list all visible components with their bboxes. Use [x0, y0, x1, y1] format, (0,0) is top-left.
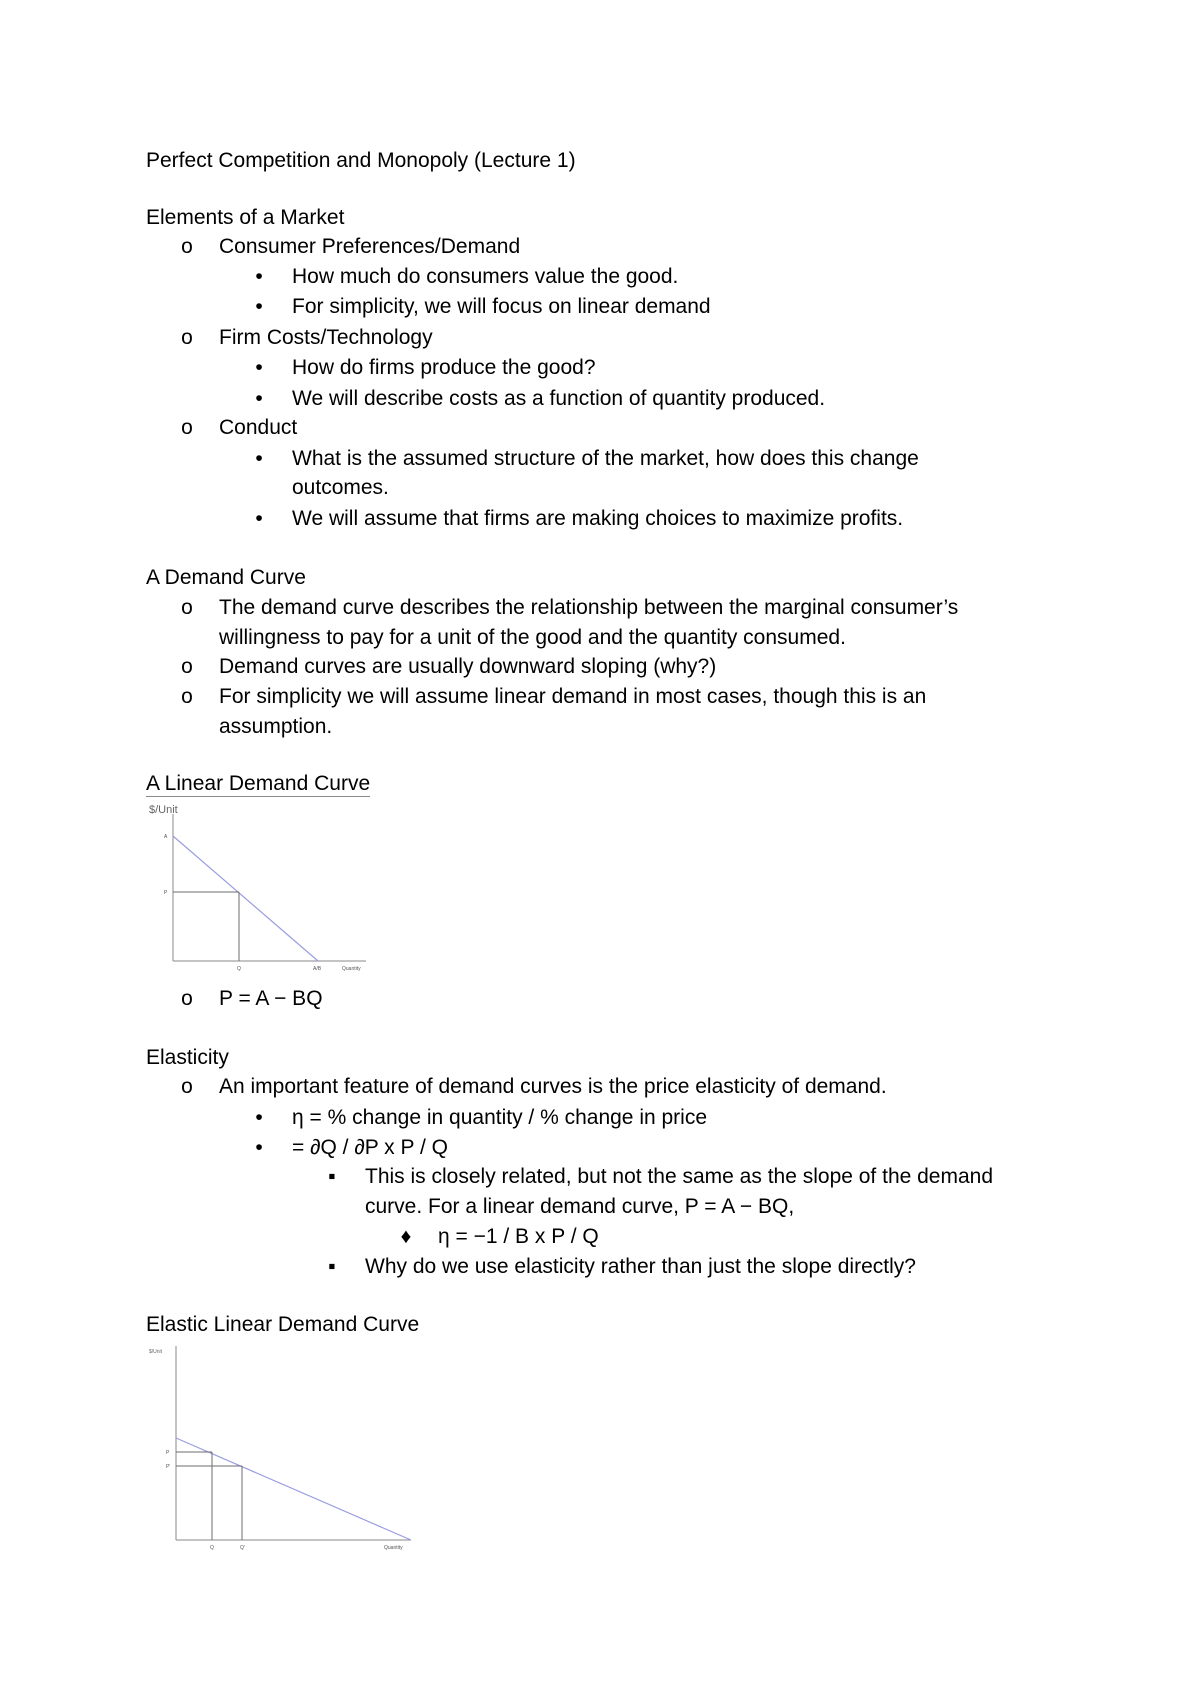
bullet-dot: •	[255, 356, 263, 379]
bullet-circle: o	[181, 416, 193, 439]
list-item: For simplicity we will assume linear demand in most cases, though this is an	[219, 685, 927, 708]
bullet-circle: o	[181, 655, 193, 678]
list-item: Consumer Preferences/Demand	[219, 235, 521, 258]
section-heading-market: Elements of a Market	[146, 206, 345, 229]
bullet-circle: o	[181, 685, 193, 708]
list-item: We will assume that firms are making choices to maximize profits.	[292, 507, 904, 530]
list-item: Firm Costs/Technology	[219, 326, 433, 349]
x-axis-label: Quantity	[342, 966, 361, 972]
bullet-square: ▪	[328, 1255, 336, 1278]
list-item: What is the assumed structure of the market, how does this change	[292, 447, 919, 470]
bullet-dot: •	[255, 387, 263, 410]
y-axis-label: $/Unit	[149, 1349, 163, 1355]
quantity-label-1: Q	[210, 1545, 214, 1551]
quantity-label-2: Q'	[240, 1545, 245, 1551]
list-item: η = −1 / B x P / Q	[438, 1225, 599, 1248]
bullet-diamond: ♦	[400, 1225, 412, 1248]
bullet-circle: o	[181, 596, 193, 619]
demand-line	[173, 836, 318, 961]
list-item: = ∂Q / ∂P x P / Q	[292, 1136, 448, 1159]
linear-demand-figure	[146, 804, 376, 984]
elastic-demand-figure	[146, 1342, 426, 1552]
section-heading-elasticity: Elasticity	[146, 1046, 229, 1069]
bullet-circle: o	[181, 987, 193, 1010]
section-heading-demand: A Demand Curve	[146, 566, 306, 589]
list-item-continuation: assumption.	[219, 715, 333, 738]
page-title: Perfect Competition and Monopoly (Lecture 1)	[146, 149, 576, 172]
bullet-circle: o	[181, 1075, 193, 1098]
x-axis-label: Quantity	[384, 1545, 403, 1551]
bullet-circle: o	[181, 235, 193, 258]
list-item: Demand curves are usually downward sloping (why?)	[219, 655, 717, 678]
list-item-continuation: curve. For a linear demand curve, P = A − BQ,	[365, 1195, 795, 1218]
intercept-label: A	[164, 834, 168, 840]
bullet-dot: •	[255, 295, 263, 318]
bullet-circle: o	[181, 326, 193, 349]
bullet-dot: •	[255, 265, 263, 288]
list-item: This is closely related, but not the same as the slope of the demand	[365, 1165, 994, 1188]
section-heading-linear	[146, 769, 370, 799]
list-item: Conduct	[219, 416, 298, 439]
bullet-dot: •	[255, 1136, 263, 1159]
price-label-2: P'	[166, 1464, 171, 1470]
list-item-continuation: outcomes.	[292, 476, 389, 499]
list-item: An important feature of demand curves is the price elasticity of demand.	[219, 1075, 887, 1098]
list-item: We will describe costs as a function of quantity produced.	[292, 387, 826, 410]
bullet-square: ▪	[328, 1165, 336, 1188]
y-axis-label: $/Unit	[149, 804, 178, 816]
demand-formula: P = A − BQ	[219, 987, 323, 1010]
section-heading-elastic: Elastic Linear Demand Curve	[146, 1313, 420, 1336]
x-intercept-label: A/B	[313, 966, 322, 972]
list-item: The demand curve describes the relationship between the marginal consumer’s	[219, 596, 959, 619]
demand-line	[176, 1438, 411, 1540]
bullet-dot: •	[255, 447, 263, 470]
heading-text: A Linear Demand Curve	[146, 772, 371, 795]
bullet-dot: •	[255, 1106, 263, 1129]
list-item: For simplicity, we will focus on linear demand	[292, 295, 711, 318]
list-item: Why do we use elasticity rather than just the slope directly?	[365, 1255, 916, 1278]
price-label-1: P	[166, 1450, 170, 1456]
list-item-continuation: willingness to pay for a unit of the good and the quantity consumed.	[219, 626, 846, 649]
list-item: How much do consumers value the good.	[292, 265, 679, 288]
list-item: η = % change in quantity / % change in price	[292, 1106, 708, 1129]
list-item: How do firms produce the good?	[292, 356, 596, 379]
quantity-label: Q	[237, 966, 241, 972]
bullet-dot: •	[255, 507, 263, 530]
price-label: P	[164, 890, 168, 896]
